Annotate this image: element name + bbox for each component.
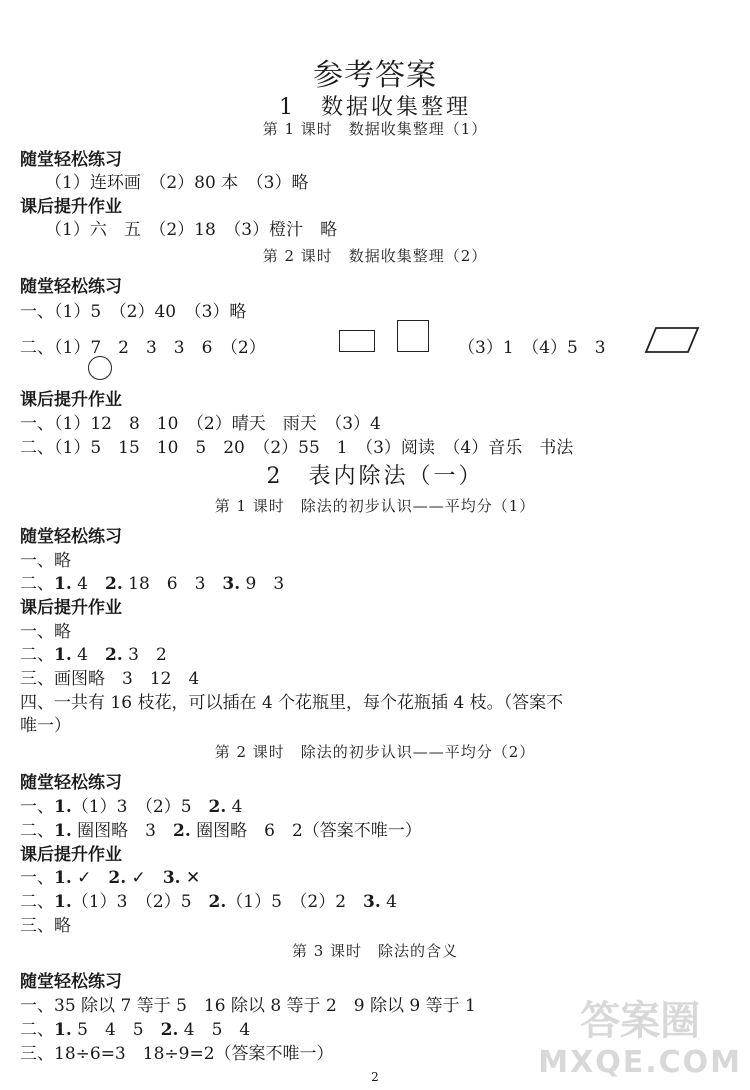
answer-line: 一、（1）12 8 10 （2）晴天 雨天 （3）4: [20, 414, 381, 434]
section-heading: 课后提升作业: [20, 197, 122, 217]
rectangle-shape: [339, 330, 375, 352]
chapter-1-heading: 1 数据收集整理: [279, 95, 471, 120]
answer-line: 二、1. 4 2. 18 6 3 3. 9 3: [20, 574, 285, 594]
answer-line: 二、1. 5 4 5 2. 4 5 4: [20, 1020, 251, 1040]
page-title: 参考答案: [313, 58, 437, 93]
answer-line: 三、画图略 3 12 4: [20, 669, 200, 689]
answer-line: 二、（1）5 15 10 5 20 （2）55 1 （3）阅读 （4）音乐 书法: [20, 438, 574, 458]
lesson-heading-2-2: 第 2 课时 除法的初步认识——平均分（2）: [214, 743, 536, 761]
watermark-logo: 答案圈 MXQE.COM: [538, 998, 742, 1080]
parallelogram-shape: [644, 326, 700, 354]
section-heading: 课后提升作业: [20, 598, 122, 618]
answer-line: 三、18÷6=3 18÷9=2（答案不唯一）: [20, 1044, 334, 1064]
answer-line: （1）六 五 （2）18 （3）橙汁 略: [45, 220, 338, 240]
answer-line: （1）连环画 （2）80 本 （3）略: [45, 173, 309, 193]
answer-line: （3）1 （4）5 3: [458, 338, 606, 358]
answer-line: 二、1. 4 2. 3 2: [20, 645, 167, 665]
answer-line: 一、1. ✓ 2. ✓ 3. ✕: [20, 868, 201, 888]
page-number: 2: [371, 1070, 379, 1084]
answer-line: 二、1.（1）3 （2）5 2.（1）5 （2）2 3. 4: [20, 892, 398, 912]
section-heading: 随堂轻松练习: [20, 277, 122, 297]
lesson-heading-1-1: 第 1 课时 数据收集整理（1）: [262, 120, 488, 138]
section-heading: 课后提升作业: [20, 390, 122, 410]
lesson-heading-2-1: 第 1 课时 除法的初步认识——平均分（1）: [214, 497, 536, 515]
section-heading: 随堂轻松练习: [20, 773, 122, 793]
answer-line: 四、一共有 16 枝花，可以插在 4 个花瓶里，每个花瓶插 4 枝。（答案不: [20, 693, 564, 713]
section-heading: 随堂轻松练习: [20, 527, 122, 547]
answer-line: 二、1. 圈图略 3 2. 圈图略 6 2（答案不唯一）: [20, 821, 422, 841]
section-heading: 随堂轻松练习: [20, 150, 122, 170]
square-shape: [397, 320, 429, 352]
circle-shape: [88, 356, 112, 380]
answer-line: 一、略: [20, 551, 71, 571]
answer-line: 一、35 除以 7 等于 5 16 除以 8 等于 2 9 除以 9 等于 1: [20, 996, 476, 1016]
answer-line: 二、（1）7 2 3 3 6 （2）: [20, 338, 266, 358]
section-heading: 课后提升作业: [20, 845, 122, 865]
chapter-2-heading: 2 表内除法（一）: [266, 464, 484, 489]
answer-line: 三、略: [20, 916, 71, 936]
section-heading: 随堂轻松练习: [20, 972, 122, 992]
answer-line: 唯一）: [20, 716, 71, 736]
answer-line: 一、（1）5 （2）40 （3）略: [20, 302, 247, 322]
lesson-heading-2-3: 第 3 课时 除法的含义: [291, 942, 459, 960]
answer-line: 一、1.（1）3 （2）5 2. 4: [20, 797, 243, 817]
answer-line: 一、略: [20, 622, 71, 642]
lesson-heading-1-2: 第 2 课时 数据收集整理（2）: [262, 247, 488, 265]
